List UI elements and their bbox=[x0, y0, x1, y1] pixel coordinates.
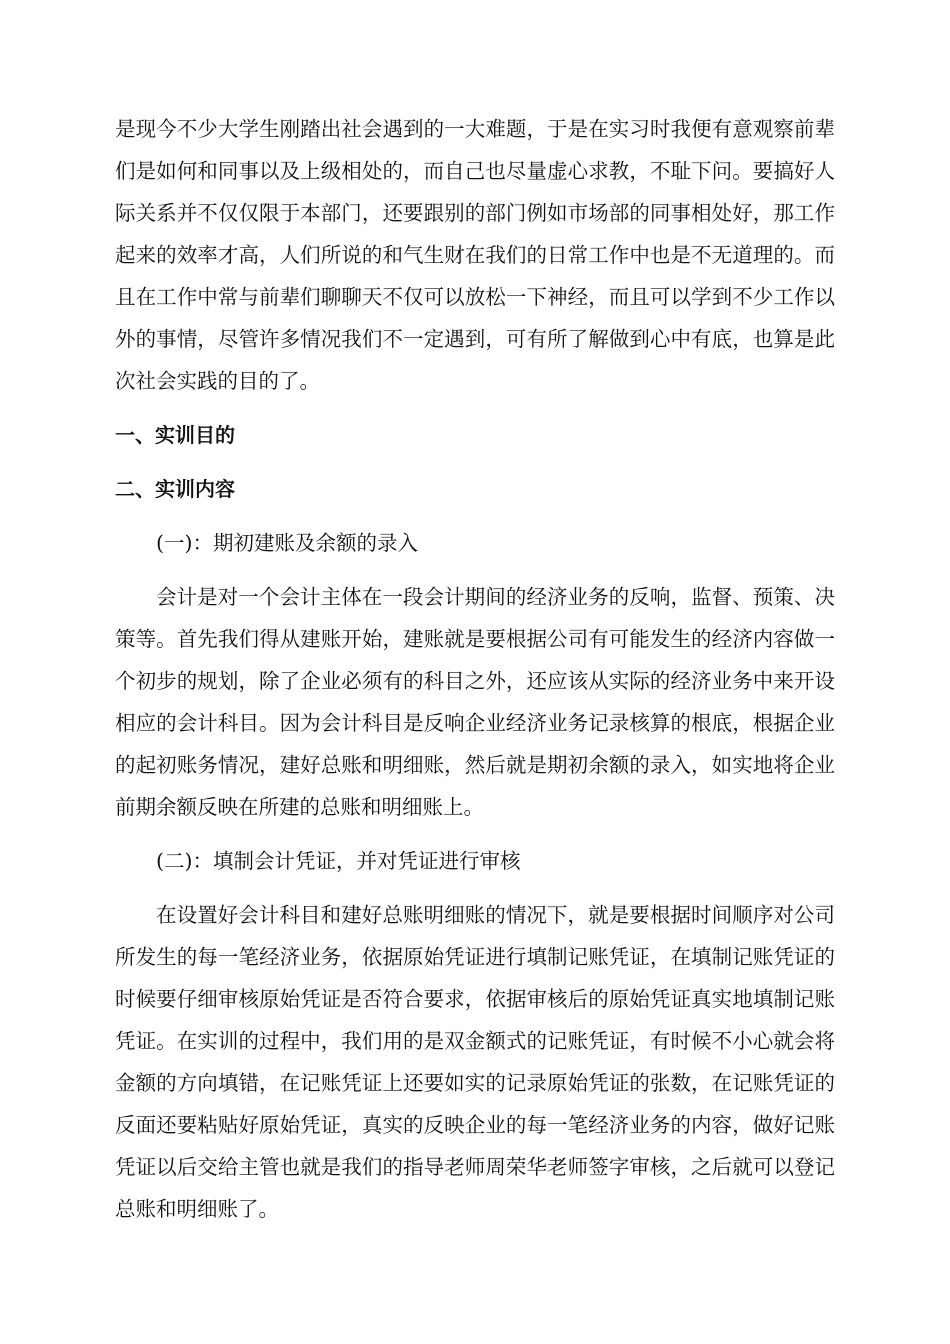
paragraph-opening-accounts: 会计是对一个会计主体在一段会计期间的经济业务的反响，监督、预策、决策等。首先我们得从建账开始，建账就是要根据公司有可能发生的经济内容做一个初步的规划，除了企业必须有的科目之外，还应该从实际的经济业务中来开设相应的会计科目。因为会计科目是反响企业经济业务记录核算的根底，根据企业的起初账务情况，建好总账和明细账，然后就是期初余额的录入，如实地将企业前期余额反映在所建的总账和明细账上。 bbox=[115, 585, 835, 819]
subheading-opening-accounts: (一)：期初建账及余额的录入 bbox=[156, 531, 418, 555]
section-heading-objectives: 一、实训目的 bbox=[115, 423, 235, 447]
paragraph-vouchers: 在设置好会计科目和建好总账明细账的情况下，就是要根据时间顺序对公司所发生的每一笔经济业务，依据原始凭证进行填制记账凭证，在填制记账凭证的时候要仔细审核原始凭证是否符合要求，依据审核后的原始凭证真实地填制记账凭证。在实训的过程中，我们用的是双金额式的记账凭证，有时候不小心就会将金额的方向填错，在记账凭证上还要如实的记录原始凭证的张数，在记账凭证的反面还要粘贴好原始凭证，真实的反映企业的每一笔经济业务的内容，做好记账凭证以后交给主管也就是我们的指导老师周荣华老师签字审核，之后就可以登记总账和明细账了。 bbox=[115, 903, 835, 1221]
section-heading-content: 二、实训内容 bbox=[115, 477, 235, 501]
subheading-vouchers: (二)：填制会计凭证，并对凭证进行审核 bbox=[156, 849, 521, 873]
intro-paragraph: 是现今不少大学生刚踏出社会遇到的一大难题，于是在实习时我便有意观察前辈们是如何和同事以及上级相处的，而自己也尽量虚心求教，不耻下问。要搞好人际关系并不仅仅限于本部门，还要跟别的部门例如市场部的同事相处好，那工作起来的效率才高，人们所说的和气生财在我们的日常工作中也是不无道理的。而且在工作中常与前辈们聊聊天不仅可以放松一下神经，而且可以学到不少工作以外的事情，尽管许多情况我们不一定遇到，可有所了解做到心中有底，也算是此次社会实践的目的了。 bbox=[115, 117, 835, 393]
document-body bbox=[115, 108, 835, 1230]
